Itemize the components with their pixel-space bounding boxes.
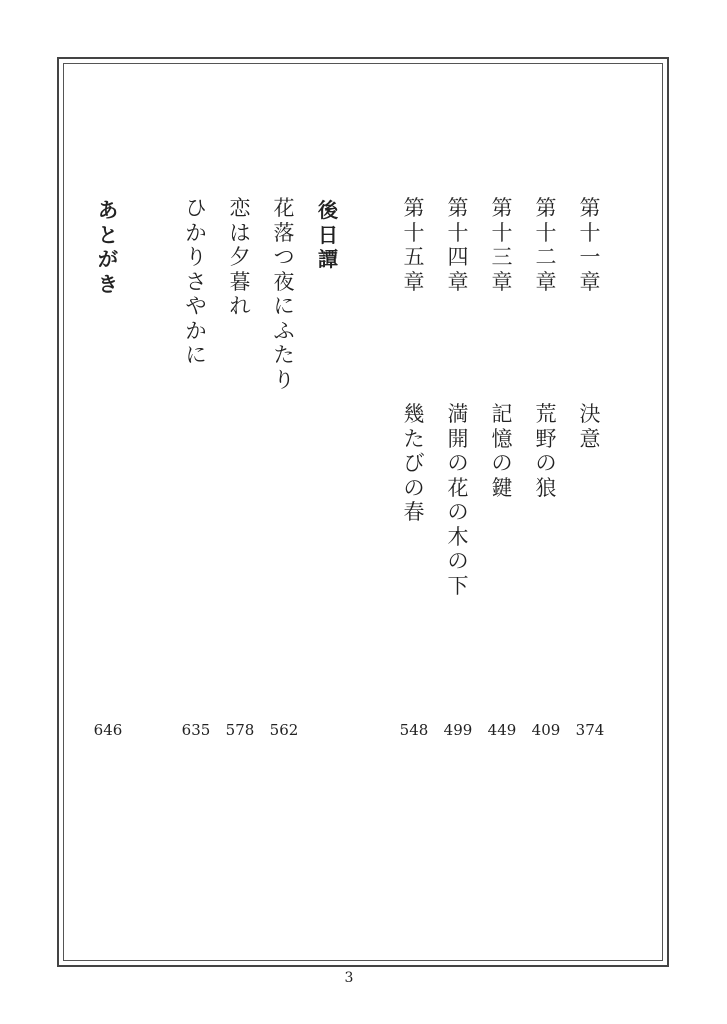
afterword-title <box>92 198 124 296</box>
glyph: 譚 <box>318 247 338 271</box>
page-number: 409 <box>531 721 561 739</box>
chapter-label <box>442 196 474 294</box>
page-number: 548 <box>399 721 429 739</box>
glyph: 第 <box>447 196 469 220</box>
glyph: 日 <box>318 222 338 247</box>
page-number: 562 <box>269 721 299 739</box>
glyph: 花 <box>273 196 295 220</box>
glyph: の <box>447 451 469 475</box>
glyph: ふ <box>273 318 295 343</box>
page-number: 374 <box>575 721 605 739</box>
folio-page-number: 3 <box>344 970 354 986</box>
glyph: に <box>185 343 207 367</box>
glyph: 意 <box>579 426 601 451</box>
glyph: つ <box>273 245 295 269</box>
glyph: び <box>403 451 425 475</box>
glyph: 二 <box>535 245 557 269</box>
glyph: 野 <box>535 426 557 451</box>
glyph: の <box>491 451 513 475</box>
glyph: 章 <box>491 269 513 294</box>
glyph: 記 <box>491 402 513 426</box>
glyph: 落 <box>273 220 295 245</box>
glyph: の <box>447 500 469 524</box>
glyph: れ <box>229 294 251 318</box>
glyph: 章 <box>579 269 601 294</box>
glyph: 満 <box>447 402 469 426</box>
glyph: 章 <box>403 269 425 294</box>
glyph: 夜 <box>273 269 295 294</box>
glyph: や <box>185 294 207 318</box>
glyph: 花 <box>447 475 469 500</box>
glyph: り <box>273 367 295 392</box>
glyph: 十 <box>491 220 513 245</box>
chapter-title <box>486 402 518 500</box>
glyph: た <box>403 426 425 451</box>
chapter-title <box>398 402 430 525</box>
story-title <box>180 196 212 368</box>
glyph: か <box>185 220 207 245</box>
chapter-label <box>574 196 606 294</box>
glyph: 荒 <box>535 402 557 426</box>
glyph: 暮 <box>229 269 251 294</box>
chapter-label <box>398 196 430 294</box>
glyph: 後 <box>318 198 338 222</box>
story-title <box>224 196 256 319</box>
chapter-label <box>530 196 562 294</box>
page-number: 499 <box>443 721 473 739</box>
page-number: 635 <box>181 721 211 739</box>
page-number: 646 <box>93 721 123 739</box>
glyph: 十 <box>535 220 557 245</box>
chapter-title <box>442 402 474 598</box>
glyph: 憶 <box>491 426 513 451</box>
glyph: 第 <box>403 196 425 220</box>
glyph: 十 <box>403 220 425 245</box>
section-heading <box>312 198 344 272</box>
glyph: 章 <box>447 269 469 294</box>
glyph: 第 <box>535 196 557 220</box>
chapter-title <box>530 402 562 500</box>
glyph: は <box>229 220 251 245</box>
page-frame-inner <box>63 63 663 961</box>
glyph: さ <box>185 269 207 294</box>
glyph: 五 <box>403 245 425 269</box>
glyph: 十 <box>579 220 601 245</box>
glyph: の <box>447 549 469 573</box>
glyph: 開 <box>447 426 469 451</box>
page-number: 578 <box>225 721 255 739</box>
glyph: 恋 <box>229 196 251 220</box>
glyph: 夕 <box>229 245 251 269</box>
page-number: 449 <box>487 721 517 739</box>
glyph: 第 <box>491 196 513 220</box>
glyph: 決 <box>579 402 601 426</box>
glyph: 木 <box>447 524 469 549</box>
glyph: か <box>185 318 207 343</box>
glyph: 下 <box>447 573 469 598</box>
glyph: の <box>403 475 425 500</box>
glyph: 春 <box>403 500 425 524</box>
glyph: が <box>98 247 118 271</box>
glyph: に <box>273 294 295 318</box>
glyph: あ <box>98 198 118 222</box>
chapter-label <box>486 196 518 294</box>
glyph: り <box>185 245 207 269</box>
glyph: 幾 <box>403 402 425 426</box>
glyph: 十 <box>447 220 469 245</box>
glyph: ひ <box>185 196 207 220</box>
glyph: 章 <box>535 269 557 294</box>
glyph: た <box>273 343 295 367</box>
glyph: き <box>98 271 118 296</box>
glyph: 第 <box>579 196 601 220</box>
glyph: 三 <box>491 245 513 269</box>
glyph: 一 <box>579 245 601 269</box>
glyph: と <box>98 222 118 247</box>
glyph: 鍵 <box>491 475 513 500</box>
chapter-title <box>574 402 606 451</box>
glyph: 四 <box>447 245 469 269</box>
story-title <box>268 196 300 392</box>
glyph: 狼 <box>535 475 557 500</box>
glyph: の <box>535 451 557 475</box>
